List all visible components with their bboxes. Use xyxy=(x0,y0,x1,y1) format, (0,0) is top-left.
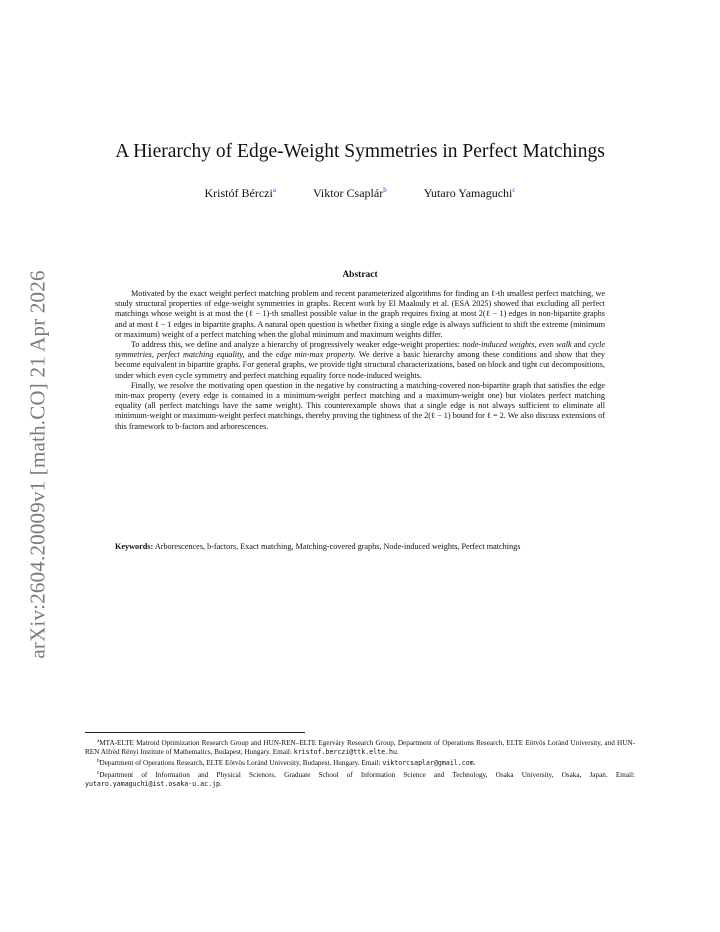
footnotes xyxy=(85,737,635,789)
affiliation-mark[interactable]: a xyxy=(272,186,276,194)
footnote-c: $^c$Department of Information and Physical Sciences, Graduate School of Information Science and Technology, Osaka University, Osaka, Japan. Email: yutaro.yamaguchi@ist.osaka-u.ac.jp. xyxy=(85,770,635,788)
author-name: Viktor Csaplár xyxy=(312,186,384,200)
footnote-divider xyxy=(85,732,305,733)
email-link[interactable]: viktorcsaplar@gmail.com xyxy=(382,759,474,768)
footnote-mark: b xyxy=(97,759,100,765)
abstract-paragraph: Motivated by the exact weight perfect matching problem and recent parameterized algorithms for finding an ℓ-th smallest perfect matching, we study structural properties of edge-weight symmetries in graphs. Recent work by El Maalouly et al. (ESA 2025) showed that excluding all perfect matchings whose weight is at most the (ℓ − 1)-th smallest possible value in the graph requires fixing at most 2(ℓ − 1) edges in non-bipartite graphs and at most ℓ − 1 edges in bipartite graphs. A natural open question is whether fixing a single edge is always sufficient to shift the extreme (minimum or maximum) weight of a perfect matching when the global minimum and maximum weights differ. xyxy=(115,289,605,339)
abstract-text: and xyxy=(571,340,589,350)
author-list xyxy=(0,186,720,201)
term-italic: node-induced weights, even walk xyxy=(462,340,572,350)
email-link[interactable]: yutaro.yamaguchi@ist.osaka-u.ac.jp xyxy=(85,779,220,788)
author-1 xyxy=(205,186,276,201)
author-name: Yutaro Yamaguchi xyxy=(423,186,513,200)
email-link[interactable]: kristof.berczi@ttk.elte.hu xyxy=(293,748,397,757)
footnote-text: Department of Information and Physical Sciences, Graduate School of Information Science and Technology, Osaka University, Osaka, Japan. Email: xyxy=(99,770,635,779)
footnote-mark: a xyxy=(97,739,100,744)
footnote-text: Department of Operations Research, ELTE Eötvös Loránd University, Budapest, Hungary. Email: xyxy=(99,759,383,768)
keywords-label: Keywords: xyxy=(115,542,154,551)
abstract-paragraph xyxy=(115,340,605,381)
arxiv-identifier[interactable]: arXiv:2604.20009v1 [math.CO] 21 Apr 2026 xyxy=(25,270,50,659)
affiliation-mark[interactable]: c xyxy=(512,186,516,194)
abstract-text: To address this, we define and analyze a hierarchy of progressively weaker edge-weight properties: xyxy=(131,340,463,350)
abstract-body xyxy=(115,289,605,432)
author-2 xyxy=(313,186,387,201)
paper-title: A Hierarchy of Edge-Weight Symmetries in Perfect Matchings xyxy=(115,141,605,162)
footnote-a: $^a$MTA-ELTE Matroid Optimization Research Group and HUN-REN–ELTE Egerváry Research Group, Department of Operations Research, ELTE Eötvös Loránd University, and HUN-REN Alfréd Rényi Institute of Mathematics, Budapest, Hungary. Email: kristof.berczi@ttk.elte.hu. xyxy=(85,739,635,757)
abstract-text: We derive a basic hierarchy among these conditions and show that they become equivalent in bipartite graphs. For general graphs, we provide tight structural characterizations, based on block and tight cut decompositions, under which even cycle symmetry and perfect matching equality force node-induced weights. xyxy=(115,350,605,380)
footnote-mark: c xyxy=(97,770,100,776)
keywords xyxy=(115,542,605,552)
abstract-heading: Abstract xyxy=(342,270,378,280)
term-italic: edge min-max property. xyxy=(275,350,356,360)
keywords-list: Arborescences, b-factors, Exact matching, Matching-covered graphs, Node-induced weights, Perfect matchings xyxy=(154,542,521,551)
affiliation-mark[interactable]: b xyxy=(383,186,387,194)
abstract-paragraph: Finally, we resolve the motivating open question in the negative by constructing a matching-covered non-bipartite graph that satisfies the edge min-max property (every edge is contained in a minimum-weight perfect matching and a maximum-weight one) but violates perfect matching equality (all perfect matchings have the same weight). This counterexample shows that a single edge is not always sufficient to eliminate all minimum-weight or maximum-weight perfect matchings, thereby proving the tightness of the 2(ℓ − 1) bound for ℓ = 2. We also discuss extensions of this framework to b-factors and arborescences. xyxy=(115,380,605,431)
footnote-b: $^b$Department of Operations Research, ELTE Eötvös Loránd University, Budapest, Hungary. Email: viktorcsaplar@gmail.com. xyxy=(97,759,476,768)
footnote-text: MTA-ELTE Matroid Optimization Research Group and HUN-REN–ELTE Egerváry Research Group, Department of Operations Research, ELTE Eötvös Loránd University, and HUN-REN Alfréd Rényi Institute of Mathematics, Budapest, Hungary. Email: xyxy=(85,739,635,757)
term-italic: cycle symmetries, perfect matching equality, xyxy=(115,340,605,360)
abstract-text: and the xyxy=(244,350,276,360)
author-3 xyxy=(424,186,516,201)
author-name: Kristóf Bérczi xyxy=(204,186,273,200)
